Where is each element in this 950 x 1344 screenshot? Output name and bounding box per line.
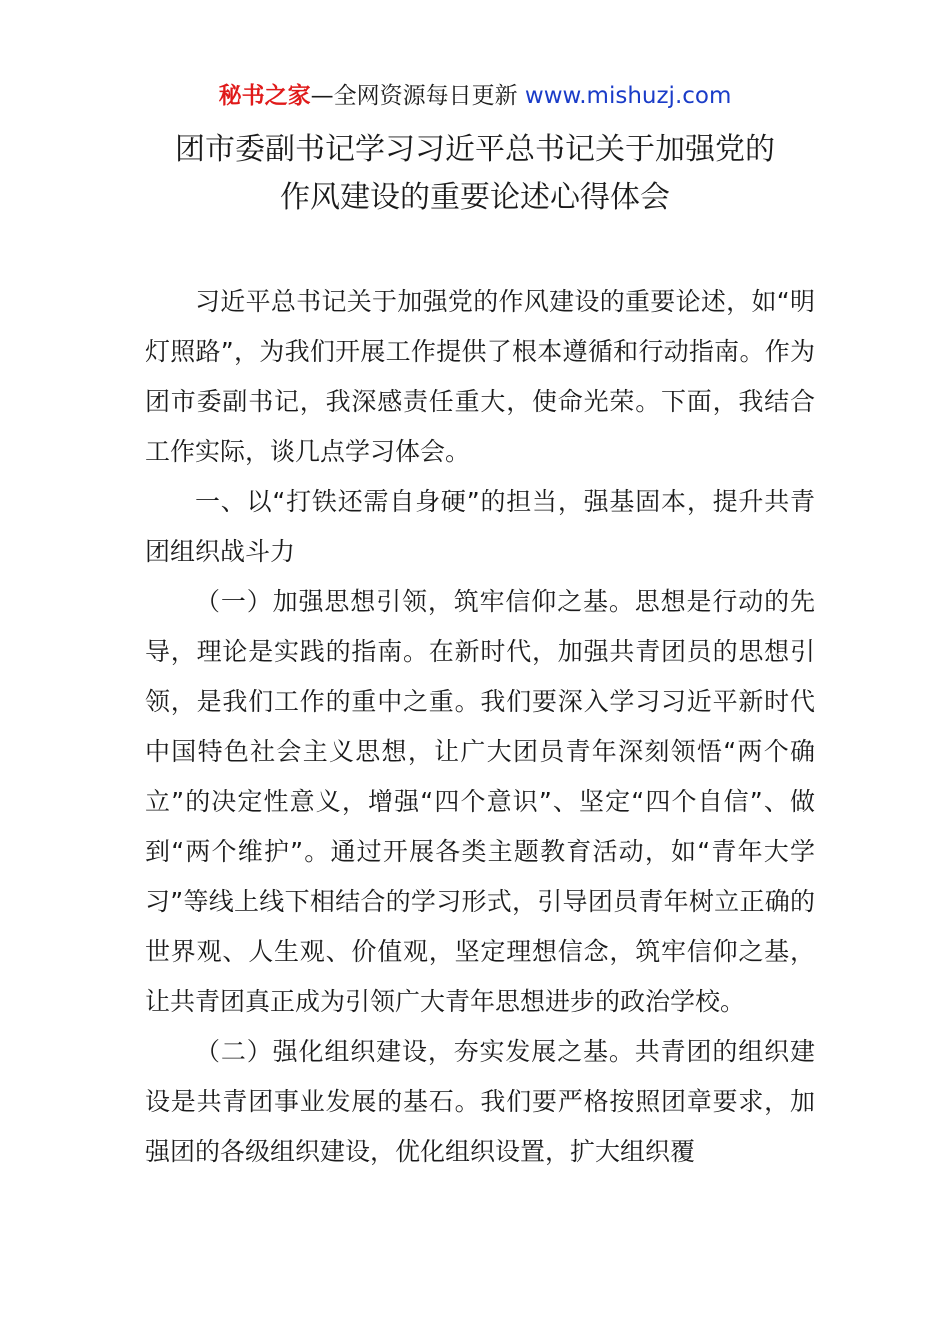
- subsection-paragraph-1: （一）加强思想引领，筑牢信仰之基。思想是行动的先导，理论是实践的指南。在新时代，加强共青团员的思想引领，是我们工作的重中之重。我们要深入学习习近平新时代中国特色社会主义思想，让广大团员青年深刻领悟“两个确立”的决定性意义，增强“四个意识”、坚定“四个自信”、做到“两个维护”。通过开展各类主题教育活动，如“青年大学习”等线上线下相结合的学习形式，引导团员青年树立正确的世界观、人生观、价值观，坚定理想信念，筑牢信仰之基，让共青团真正成为引领广大青年思想进步的政治学校。: [145, 587, 815, 1016]
- subsection-paragraph-2: （二）强化组织建设，夯实发展之基。共青团的组织建设是共青团事业发展的基石。我们要严格按照团章要求，加强团的各级组织建设，优化组织设置，扩大组织覆: [145, 1037, 815, 1166]
- site-tagline: —全网资源每日更新: [310, 83, 518, 109]
- site-url-link[interactable]: www.mishuzj.com: [524, 83, 732, 109]
- section-heading-1: 一、以“打铁还需自身硬”的担当，强基固本，提升共青团组织战斗力: [145, 487, 815, 566]
- document-title: [100, 126, 850, 222]
- document-title-line-1: 团市委副书记学习习近平总书记关于加强党的: [175, 132, 775, 167]
- intro-paragraph: 习近平总书记关于加强党的作风建设的重要论述，如“明灯照路”，为我们开展工作提供了根本遵循和行动指南。作为团市委副书记，我深感责任重大，使命光荣。下面，我结合工作实际，谈几点学习体会。: [145, 287, 815, 466]
- document-title-line-2: 作风建设的重要论述心得体会: [280, 180, 670, 215]
- document-body: [145, 277, 815, 1177]
- site-brand: 秘书之家: [218, 83, 311, 109]
- site-header: [0, 80, 950, 112]
